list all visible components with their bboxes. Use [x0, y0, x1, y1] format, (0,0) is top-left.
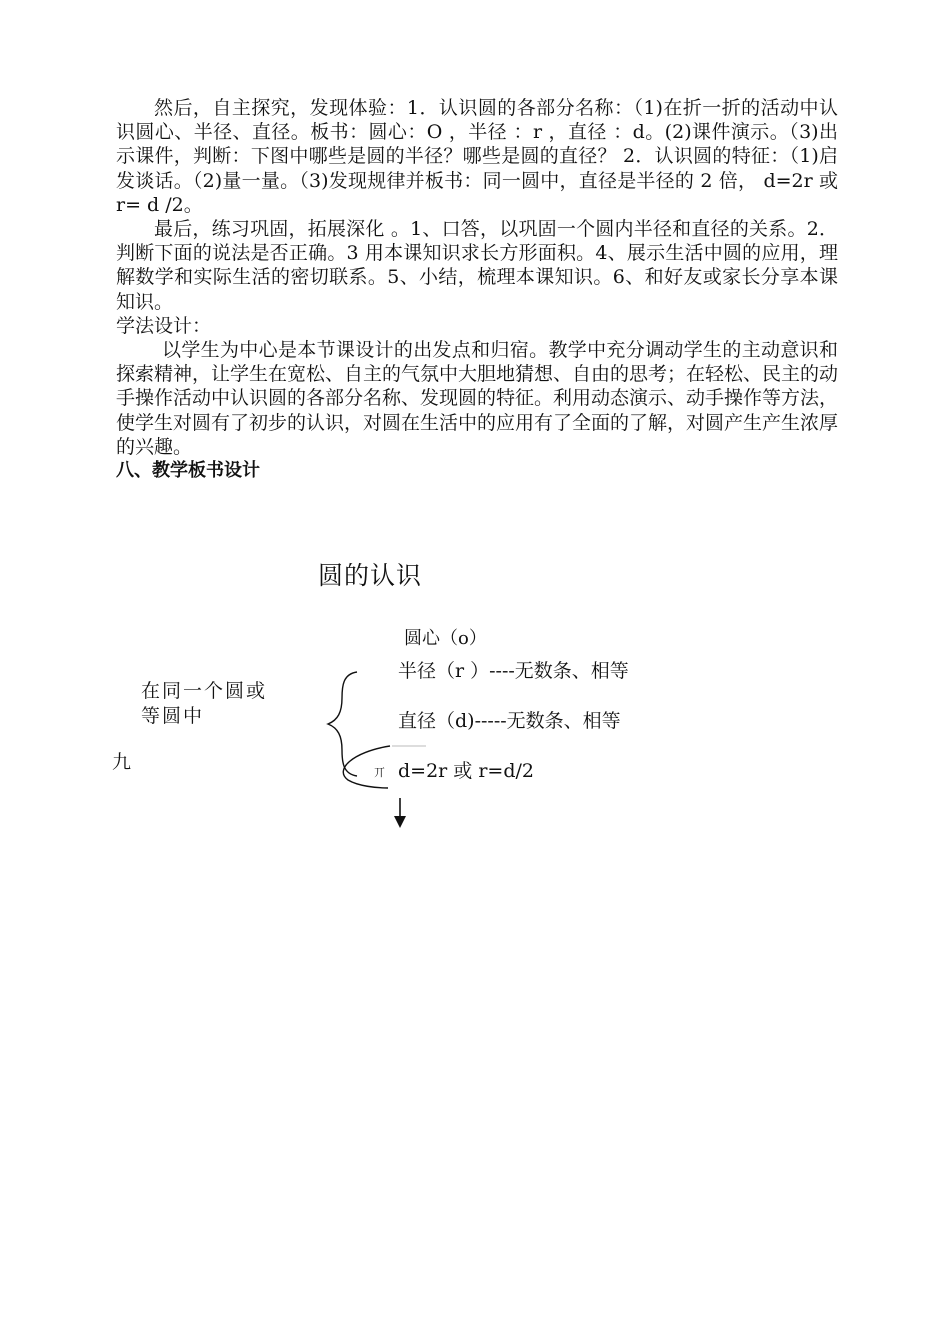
section-heading: 八、教学板书设计 — [116, 460, 260, 482]
condition-line-2: 等圆中 — [141, 705, 205, 727]
lower-arc — [343, 746, 390, 788]
board-relation: d=2r 或 r=d/2 — [398, 760, 534, 782]
paragraph-exploration: 然后，自主探究，发现体验：1．认识圆的各部分名称：（1)在折一折的活动中认识圆心、半径、直径。板书：圆心：O ，半径 ：r ，直径 ：d。(2)课件演示。（3)出示课件，判断：下图中哪些是圆的半径？哪些是圆的直径？ 2．认识圆的特征：（1)启发谈话。（2)量一量。（3)发现规律并板书：同一圆中，直径是半径的 2 倍， d=2r 或 r= d /2。 — [116, 97, 838, 216]
small-mark: 丌 — [374, 766, 385, 779]
arrow-head-icon — [394, 816, 406, 828]
stray-mark: 九 — [112, 751, 132, 773]
board-center: 圆心（o） — [404, 628, 487, 649]
paragraph-method: 以学生为中心是本节课设计的出发点和归宿。教学中充分调动学生的主动意识和探索精神，让学生在宽松、自主的气氛中大胆地猜想、自由的思考；在轻松、民主的动手操作活动中认识圆的各部分名称、发现圆的特征。利用动态演示、动手操作等方法，使学生对圆有了初步的认识，对圆在生活中的应用有了全面的了解，对圆产生产生浓厚的兴趣。 — [116, 339, 839, 458]
paragraph-practice: 最后，练习巩固，拓展深化 。1、口答，以巩固一个圆内半径和直径的关系。2．判断下面的说法是否正确。3 用本课知识求长方形面积。4、展示生活中圆的应用，理解数学和实际生活的密切联系。5、小结，梳理本课知识。6、和好友或家长分享本课知识。 — [116, 218, 838, 313]
method-heading: 学法设计： — [116, 314, 212, 337]
condition-line-1: 在同一个圆或 — [141, 680, 268, 702]
board-radius: 半径（r ）----无数条、相等 — [398, 660, 629, 682]
curly-brace — [328, 672, 357, 776]
board-diameter: 直径（d)-----无数条、相等 — [398, 710, 621, 732]
board-title: 圆的认识 — [318, 561, 423, 590]
